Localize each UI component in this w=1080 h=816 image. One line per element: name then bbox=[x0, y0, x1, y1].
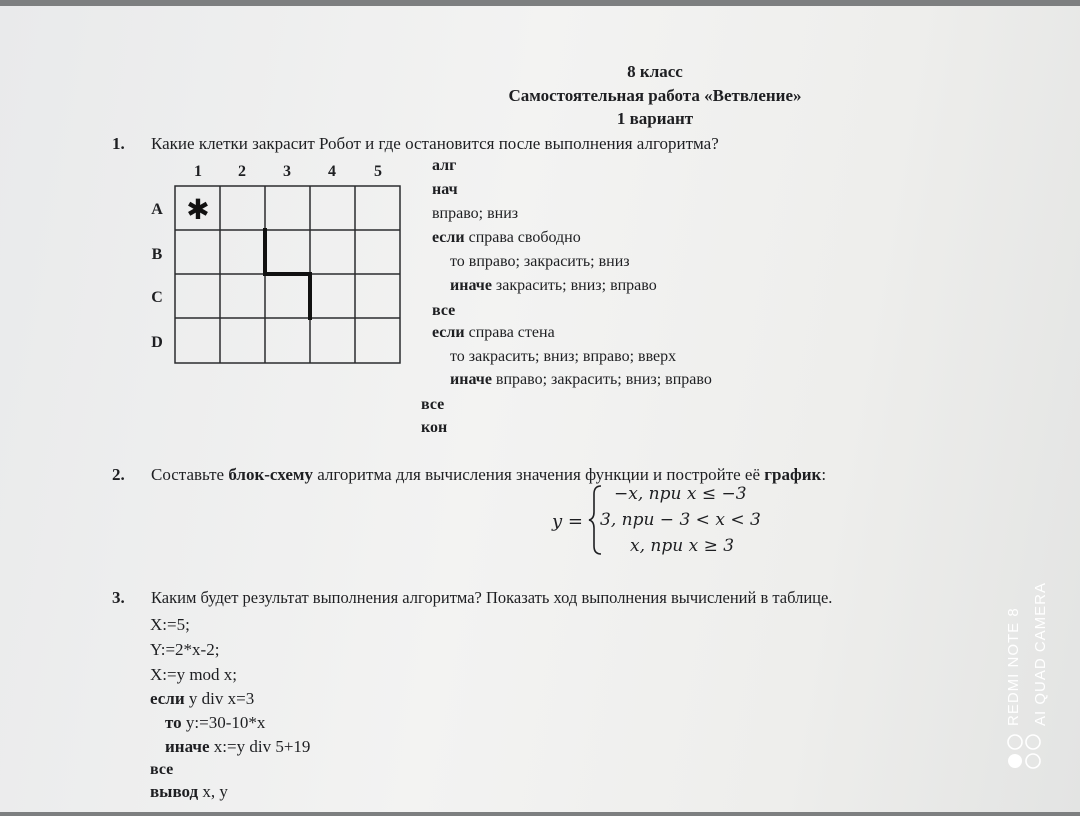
grade-heading: 8 класс bbox=[627, 62, 683, 81]
variant-heading: 1 вариант bbox=[616, 109, 694, 128]
alg-else-2 bbox=[450, 371, 712, 389]
alg-then-2: то закрасить; вниз; вправо; вверх bbox=[450, 348, 677, 365]
alg-if-2 bbox=[432, 324, 555, 342]
alg-keyword: алг bbox=[432, 157, 457, 174]
formula-lhs: y = bbox=[552, 511, 583, 532]
q2-graph-term: график bbox=[764, 465, 822, 484]
robot-wall bbox=[265, 230, 310, 318]
alg-step-1: вправо; вниз bbox=[432, 205, 519, 222]
row-label-c: C bbox=[151, 289, 163, 306]
if-condition: y div x=3 bbox=[184, 689, 255, 708]
alg-end-if-1: все bbox=[432, 302, 456, 319]
else-actions: вправо; закрасить; вниз; вправо bbox=[491, 371, 712, 388]
code-line-6 bbox=[165, 737, 310, 757]
else-keyword: иначе bbox=[450, 371, 492, 388]
formula-case-2: 3, при − 3 < x < 3 bbox=[600, 510, 761, 530]
worksheet-page bbox=[0, 6, 1080, 812]
if-keyword: если bbox=[432, 324, 465, 341]
col-label-1: 1 bbox=[194, 163, 202, 180]
row-label-b: B bbox=[151, 246, 163, 263]
output-keyword: вывод bbox=[150, 782, 199, 801]
watermark-line-2: AI QUAD CAMERA bbox=[1032, 581, 1049, 726]
col-label-3: 3 bbox=[283, 163, 291, 180]
watermark-line-1: REDMI NOTE 8 bbox=[1005, 607, 1022, 726]
alg-then-1: то вправо; закрасить; вниз bbox=[450, 253, 630, 270]
camera-watermark bbox=[1003, 566, 1057, 816]
if-keyword: если bbox=[150, 689, 185, 708]
row-label-d: D bbox=[151, 334, 163, 351]
else-action: x:=y div 5+19 bbox=[209, 737, 311, 756]
else-keyword: иначе bbox=[165, 737, 210, 756]
q2-text-part: Составьте bbox=[151, 465, 229, 484]
alg-end-if-2: все bbox=[421, 396, 445, 413]
q3-number: 3. bbox=[112, 588, 125, 607]
then-action: y:=30-10*x bbox=[181, 713, 266, 732]
q2-text-part: алгоритма для вычисления значения функции и постройте её bbox=[312, 465, 765, 484]
output-vars: x, y bbox=[198, 782, 228, 801]
q2-number: 2. bbox=[112, 465, 125, 484]
then-keyword: то bbox=[165, 713, 182, 732]
else-actions: закрасить; вниз; вправо bbox=[491, 277, 657, 294]
if-condition: справа свободно bbox=[464, 229, 581, 246]
else-keyword: иначе bbox=[450, 277, 492, 294]
col-label-4: 4 bbox=[328, 163, 336, 180]
q1-number: 1. bbox=[112, 134, 125, 153]
nach-keyword: нач bbox=[432, 181, 458, 198]
quad-camera-icon bbox=[1008, 735, 1040, 768]
q2-text-part: : bbox=[821, 465, 827, 484]
q3-text: Каким будет результат выполнения алгоритма? Показать ход выполнения вычислений в таблице. bbox=[151, 588, 833, 607]
code-line-8 bbox=[150, 782, 228, 802]
alg-else-1 bbox=[450, 277, 657, 295]
code-line-1: X:=5; bbox=[150, 615, 190, 634]
q2-flowchart-term: блок-схему bbox=[228, 465, 313, 484]
col-label-2: 2 bbox=[238, 163, 246, 180]
code-line-2: Y:=2*x-2; bbox=[150, 640, 220, 659]
if-keyword: если bbox=[432, 229, 465, 246]
code-line-7: все bbox=[150, 761, 174, 778]
q1-text: Какие клетки закрасит Робот и где остановится после выполнения алгоритма? bbox=[151, 134, 719, 153]
if-condition: справа стена bbox=[464, 324, 555, 341]
row-label-a: A bbox=[151, 201, 163, 218]
q2-text bbox=[151, 465, 826, 485]
kon-keyword: кон bbox=[421, 419, 448, 436]
code-line-4 bbox=[150, 689, 254, 709]
alg-if-1 bbox=[432, 229, 581, 247]
col-label-5: 5 bbox=[374, 163, 382, 180]
formula-case-1: −x, при x ≤ −3 bbox=[614, 484, 747, 504]
code-line-5 bbox=[165, 713, 265, 733]
robot-field-grid bbox=[140, 156, 410, 371]
worksheet-title: Самостоятельная работа «Ветвление» bbox=[508, 86, 802, 105]
formula-case-3: x, при x ≥ 3 bbox=[630, 536, 735, 556]
code-line-3: X:=y mod x; bbox=[150, 665, 238, 684]
robot-star-icon: ✱ bbox=[186, 193, 210, 226]
